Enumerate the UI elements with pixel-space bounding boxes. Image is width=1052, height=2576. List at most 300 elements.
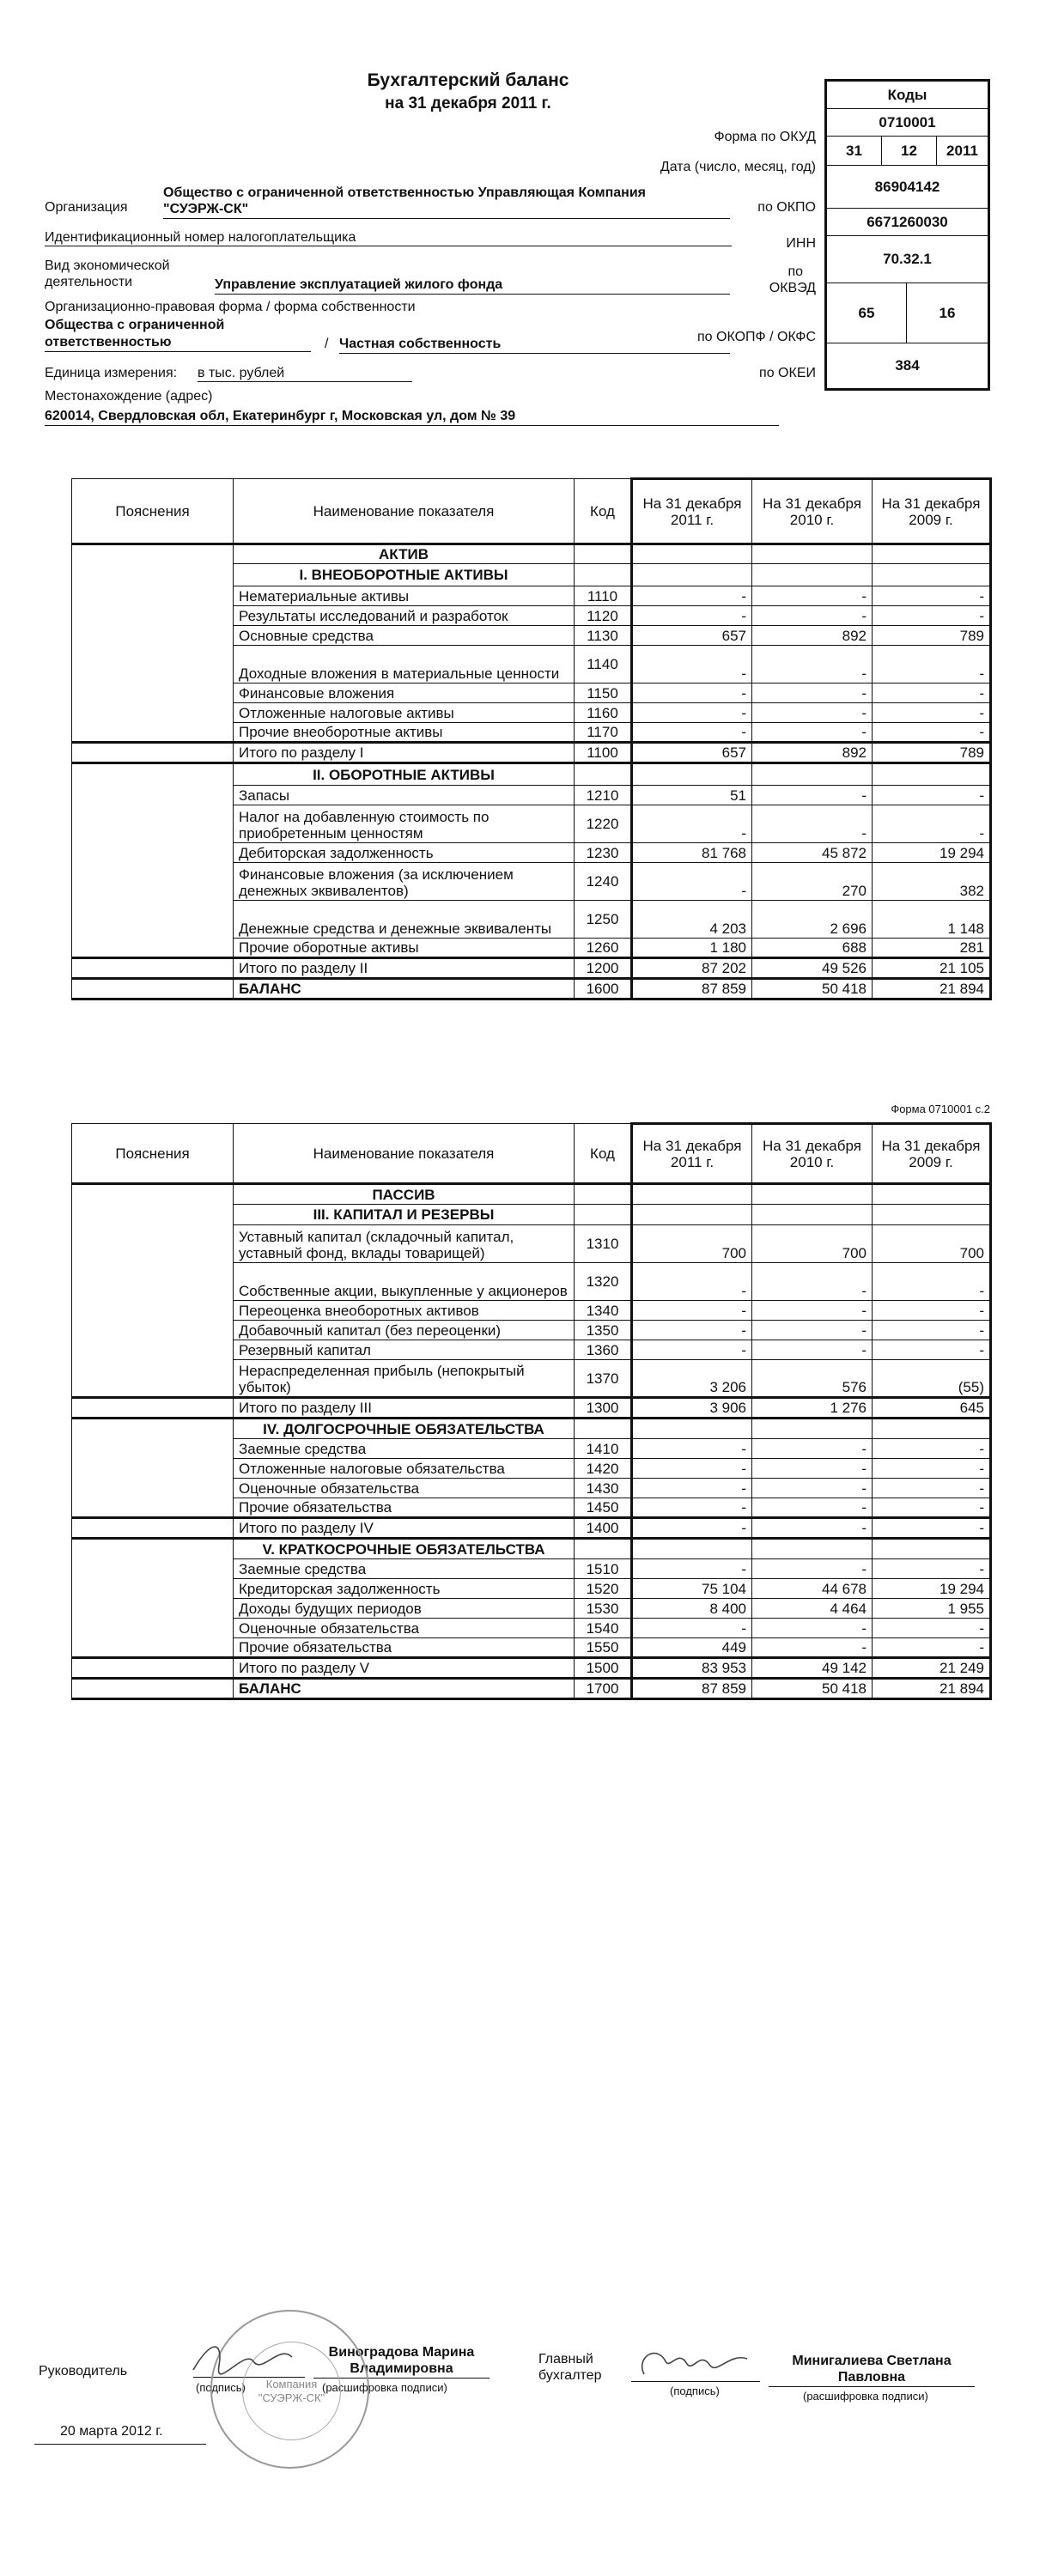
head-label: Руководитель [39,2364,128,2379]
okopf-label: по ОКОПФ / ОКФС [697,330,816,344]
col-period-2010: На 31 декабря 2010 г. [752,479,873,544]
table-row [72,1599,991,1619]
value-2011: - [632,606,752,626]
section-heading: I. ВНЕОБОРОТНЫЕ АКТИВЫ [234,564,575,586]
value-2011: 75 104 [632,1579,752,1599]
value-2011: - [632,646,752,683]
explanation-cell [72,1579,234,1599]
okpo-label: по ОКПО [757,200,816,215]
indicator-name: Заемные средства [234,1559,575,1579]
value-2010: - [752,1301,873,1321]
indicator-name: Отложенные налоговые активы [234,703,575,723]
section-heading-row [72,763,991,786]
indicator-code: 1310 [575,1225,632,1263]
table-row [72,863,991,901]
value-2010: 49 142 [752,1658,873,1679]
value-2009: - [873,1459,991,1479]
explanation-cell [72,1419,234,1439]
indicator-code: 1600 [575,979,632,999]
empty-cell [752,1205,873,1225]
okopf-code: 65 [827,283,907,343]
indicator-code: 1260 [575,939,632,958]
value-2009: - [873,606,991,626]
value-2010: 50 418 [752,1679,873,1699]
inn-code: 6671260030 [827,209,988,236]
indicator-code: 1420 [575,1459,632,1479]
value-2009: - [873,683,991,703]
okved-code: 70.32.1 [827,236,988,283]
date-year: 2011 [946,142,978,159]
col-code: Код [575,1124,632,1184]
indicator-name: Резервный капитал [234,1340,575,1360]
report-date: 20 марта 2012 г. [60,2424,163,2439]
col-period-2011: На 31 декабря 2011 г. [632,479,752,544]
explanation-cell [72,626,234,646]
value-2010: - [752,1459,873,1479]
explanation-cell [72,763,234,786]
table-row [72,723,991,743]
balance-table-liabilities [71,1122,992,1700]
explanation-cell [72,863,234,901]
table-row [72,586,991,606]
empty-cell [873,1184,991,1205]
table-row [72,703,991,723]
indicator-code: 1340 [575,1301,632,1321]
value-2009: - [873,586,991,606]
indicator-code: 1170 [575,723,632,743]
value-2011: - [632,1479,752,1498]
section-heading-row [72,1184,991,1205]
value-2011: - [632,1439,752,1459]
legal-form-label: Организационно-правовая форма / форма собственности [45,300,416,314]
indicator-name: Итого по разделу III [234,1398,575,1419]
okei-code: 384 [895,357,920,374]
section-heading: ПАССИВ [234,1184,575,1205]
indicator-code: 1360 [575,1340,632,1360]
empty-cell [632,1419,752,1439]
value-2011: - [632,586,752,606]
explanation-cell [72,1321,234,1340]
balance-row [72,1679,991,1699]
value-2010: 688 [752,939,873,958]
okopf-okfs-codes [827,283,988,343]
indicator-name: Переоценка внеоборотных активов [234,1301,575,1321]
explanation-cell [72,939,234,958]
explanation-cell [72,1559,234,1579]
value-2011: 4 203 [632,901,752,939]
indicator-name: Нематериальные активы [234,586,575,606]
codes-heading: Коды [827,82,988,109]
empty-cell [873,1205,991,1225]
page2-form-label: Форма 0710001 с.2 [891,1103,990,1115]
explanation-cell [72,1638,234,1658]
table-header-row [72,479,991,544]
activity-label-2: деятельности [45,275,133,289]
indicator-name: Добавочный капитал (без переоценки) [234,1321,575,1340]
explanation-cell [72,1184,234,1205]
value-2009: - [873,1559,991,1579]
section-heading: АКТИВ [234,544,575,564]
indicator-code: 1530 [575,1599,632,1619]
value-2010: 45 872 [752,843,873,863]
indicator-code: 1540 [575,1619,632,1638]
empty-cell [873,1539,991,1559]
value-2011: 657 [632,743,752,763]
empty-cell [752,1419,873,1439]
explanation-cell [72,683,234,703]
explanation-cell [72,1225,234,1263]
value-2010: - [752,586,873,606]
value-2010: - [752,683,873,703]
col-code: Код [575,479,632,544]
indicator-code: 1100 [575,743,632,763]
value-2011: - [632,1340,752,1360]
indicator-name: Доходные вложения в материальные ценности [234,646,575,683]
chief-name-line2: Павловна [769,2369,975,2387]
table-row [72,606,991,626]
indicator-code: 1120 [575,606,632,626]
value-2009: 789 [873,743,991,763]
indicator-name: Уставный капитал (складочный капитал, уставный фонд, вклады товарищей) [234,1225,575,1263]
chief-signature-line [631,2381,760,2382]
page-subtitle: на 31 декабря 2011 г. [385,94,551,112]
indicator-name: Финансовые вложения [234,683,575,703]
value-2011: 8 400 [632,1599,752,1619]
value-2011: - [632,1518,752,1539]
chief-signature [631,2340,760,2387]
indicator-code: 1450 [575,1498,632,1518]
empty-cell [575,1539,632,1559]
address-label: Местонахождение (адрес) [45,389,213,404]
activity-value: Управление эксплуатацией жилого фонда [215,276,730,295]
value-2011: - [632,1459,752,1479]
indicator-code: 1510 [575,1559,632,1579]
value-2009: 281 [873,939,991,958]
explanation-cell [72,1599,234,1619]
value-2010: - [752,1619,873,1638]
indicator-code: 1150 [575,683,632,703]
value-2011: - [632,1263,752,1301]
value-2011: 81 768 [632,843,752,863]
indicator-name: Отложенные налоговые обязательства [234,1459,575,1479]
chief-name-line1: Минигалиева Светлана [792,2354,952,2368]
empty-cell [632,1184,752,1205]
explanation-cell [72,1301,234,1321]
okved-label-1: по [787,264,803,279]
indicator-name: Финансовые вложения (за исключением денежных эквивалентов) [234,863,575,901]
empty-cell [632,564,752,586]
value-2011: - [632,863,752,901]
col-period-2011: На 31 декабря 2011 г. [632,1124,752,1184]
section-heading: V. КРАТКОСРОЧНЫЕ ОБЯЗАТЕЛЬСТВА [234,1539,575,1559]
table-row [72,1479,991,1498]
value-2010: 892 [752,743,873,763]
table-row [72,939,991,958]
value-2009: - [873,1619,991,1638]
date-day: 31 [827,137,882,165]
indicator-name: Запасы [234,786,575,805]
value-2010: - [752,723,873,743]
date-codes [827,137,988,166]
value-2011: - [632,1301,752,1321]
explanation-cell [72,1679,234,1699]
table-row [72,1263,991,1301]
value-2010: - [752,1559,873,1579]
indicator-name: Нераспределенная прибыль (непокрытый убыток) [234,1360,575,1398]
value-2011: - [632,805,752,843]
explanation-cell [72,786,234,805]
indicator-code: 1520 [575,1579,632,1599]
empty-cell [632,763,752,786]
value-2009: - [873,1301,991,1321]
value-2009: 21 894 [873,1679,991,1699]
value-2009: 645 [873,1398,991,1419]
section-heading: II. ОБОРОТНЫЕ АКТИВЫ [234,763,575,786]
indicator-name: Собственные акции, выкупленные у акционеров [234,1263,575,1301]
value-2009: - [873,1518,991,1539]
indicator-code: 1220 [575,805,632,843]
explanation-cell [72,1658,234,1679]
indicator-code: 1320 [575,1263,632,1301]
table-row [72,1518,991,1539]
explanation-cell [72,1539,234,1559]
table-row [72,1638,991,1658]
table-row [72,1658,991,1679]
empty-cell [575,564,632,586]
value-2011: 3 206 [632,1360,752,1398]
indicator-name: Основные средства [234,626,575,646]
explanation-cell [72,958,234,979]
value-2009: - [873,1439,991,1459]
table-row [72,1321,991,1340]
page-title: Бухгалтерский баланс [367,70,569,90]
value-2010: - [752,1263,873,1301]
value-2011: - [632,723,752,743]
indicator-name: Прочие обязательства [234,1498,575,1518]
col-indicator: Наименование показателя [234,479,575,544]
indicator-code: 1210 [575,786,632,805]
legal-form-slash: / [325,337,329,351]
indicator-code: 1140 [575,646,632,683]
balance-table-assets [71,477,992,1000]
indicator-code: 1160 [575,703,632,723]
value-2009: - [873,723,991,743]
table-row [72,786,991,805]
empty-cell [575,1184,632,1205]
empty-cell [575,763,632,786]
value-2009: 19 294 [873,1579,991,1599]
balance-row [72,979,991,999]
chief-signature-caption: (подпись) [670,2385,720,2397]
value-2011: 449 [632,1638,752,1658]
indicator-name: Результаты исследований и разработок [234,606,575,626]
explanation-cell [72,703,234,723]
value-2011: 657 [632,626,752,646]
indicator-code: 1130 [575,626,632,646]
value-2010: 270 [752,863,873,901]
value-2009: (55) [873,1360,991,1398]
empty-cell [752,1539,873,1559]
value-2010: 700 [752,1225,873,1263]
indicator-name: Итого по разделу V [234,1658,575,1679]
explanation-cell [72,586,234,606]
col-indicator: Наименование показателя [234,1124,575,1184]
okud-code: 0710001 [827,109,988,137]
table-row [72,805,991,843]
value-2009: - [873,1638,991,1658]
explanation-cell [72,901,234,939]
value-2010: - [752,1439,873,1459]
indicator-code: 1370 [575,1360,632,1398]
table-row [72,1439,991,1459]
table-row [72,1301,991,1321]
value-2011: 3 906 [632,1398,752,1419]
empty-cell [632,1539,752,1559]
indicator-code: 1550 [575,1638,632,1658]
okei-label: по ОКЕИ [759,366,816,380]
indicator-name: Прочие внеоборотные активы [234,723,575,743]
explanation-cell [72,564,234,586]
col-period-2009: На 31 декабря 2009 г. [873,1124,991,1184]
explanation-cell [72,1398,234,1419]
indicator-code: 1430 [575,1479,632,1498]
value-2011: 51 [632,786,752,805]
value-2010: 2 696 [752,901,873,939]
table-row [72,1360,991,1398]
indicator-name: Оценочные обязательства [234,1479,575,1498]
value-2011: 700 [632,1225,752,1263]
value-2009: 21 249 [873,1658,991,1679]
value-2009: 789 [873,626,991,646]
org-name-line2: "СУЭРЖ-СК" [163,201,730,219]
value-2010: - [752,1321,873,1340]
inn-title: Идентификационный номер налогоплательщика [45,229,732,246]
table-row [72,626,991,646]
indicator-name: Оценочные обязательства [234,1619,575,1638]
unit-label: Единица измерения: [45,366,178,380]
value-2011: - [632,1498,752,1518]
value-2010: 44 678 [752,1579,873,1599]
legal-form-line1: Общества с ограниченной [45,318,225,332]
empty-cell [873,1419,991,1439]
col-explanations: Пояснения [72,1124,234,1184]
empty-cell [752,763,873,786]
indicator-name: Налог на добавленную стоимость по приобретенным ценностям [234,805,575,843]
indicator-name: Прочие обязательства [234,1638,575,1658]
empty-cell [873,763,991,786]
value-2010: - [752,1479,873,1498]
empty-cell [632,544,752,564]
head-signature-caption: (подпись) [196,2381,246,2394]
indicator-name: Дебиторская задолженность [234,843,575,863]
empty-cell [752,564,873,586]
explanation-cell [72,1205,234,1225]
indicator-code: 1400 [575,1518,632,1539]
org-name-line1: Общество с ограниченной ответственностью Управляющая Компания [163,185,646,200]
value-2009: 21 105 [873,958,991,979]
table-row [72,683,991,703]
value-2011: 83 953 [632,1658,752,1679]
indicator-code: 1410 [575,1439,632,1459]
okved-label-2: ОКВЭД [769,281,816,295]
explanation-cell [72,1360,234,1398]
empty-cell [575,544,632,564]
value-2011: - [632,703,752,723]
table-row [72,1459,991,1479]
col-period-2010: На 31 декабря 2010 г. [752,1124,873,1184]
indicator-code: 1250 [575,901,632,939]
explanation-cell [72,606,234,626]
value-2010: 892 [752,626,873,646]
value-2009: - [873,646,991,683]
okud-label: Форма по ОКУД [714,130,816,144]
table-row [72,1498,991,1518]
explanation-cell [72,1459,234,1479]
explanation-cell [72,723,234,743]
value-2009: - [873,1263,991,1301]
explanation-cell [72,1619,234,1638]
table-row [72,1619,991,1638]
date-month: 12 [882,137,937,165]
value-2010: 50 418 [752,979,873,999]
explanation-cell [72,1479,234,1498]
org-label: Организация [45,200,128,215]
table-row [72,901,991,939]
value-2009: - [873,703,991,723]
section-heading: III. КАПИТАЛ И РЕЗЕРВЫ [234,1205,575,1225]
value-2011: - [632,1321,752,1340]
value-2011: - [632,683,752,703]
empty-cell [575,1205,632,1225]
col-period-2009: На 31 декабря 2009 г. [873,479,991,544]
head-decode-caption: (расшифровка подписи) [322,2381,447,2394]
chief-label-2: бухгалтер [538,2368,602,2383]
indicator-name: Итого по разделу IV [234,1518,575,1539]
value-2010: - [752,606,873,626]
value-2010: - [752,1518,873,1539]
value-2009: - [873,1340,991,1360]
indicator-name: БАЛАНС [234,979,575,999]
explanation-cell [72,1439,234,1459]
table-header-row [72,1124,991,1184]
codes-box [824,79,990,391]
okpo-code: 86904142 [827,166,988,209]
empty-cell [752,1184,873,1205]
indicator-name: Кредиторская задолженность [234,1579,575,1599]
explanation-cell [72,979,234,999]
table-row [72,646,991,683]
report-date-line [34,2444,206,2445]
section-heading-row [72,544,991,564]
empty-cell [873,564,991,586]
value-2009: - [873,1498,991,1518]
explanation-cell [72,1498,234,1518]
value-2011: - [632,1559,752,1579]
section-heading-row [72,1205,991,1225]
explanation-cell [72,805,234,843]
indicator-code: 1700 [575,1679,632,1699]
indicator-code: 1200 [575,958,632,979]
value-2010: - [752,1340,873,1360]
table-row [72,1559,991,1579]
explanation-cell [72,1340,234,1360]
indicator-code: 1240 [575,863,632,901]
value-2010: - [752,805,873,843]
col-explanations: Пояснения [72,479,234,544]
value-2009: - [873,1479,991,1498]
indicator-code: 1300 [575,1398,632,1419]
value-2009: - [873,1321,991,1340]
